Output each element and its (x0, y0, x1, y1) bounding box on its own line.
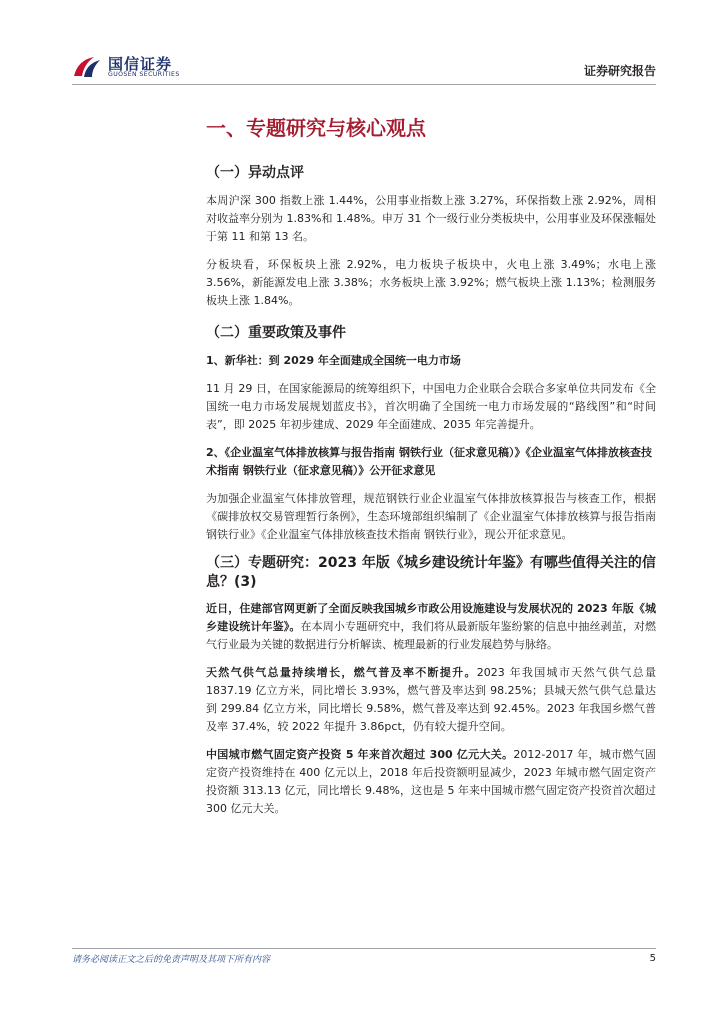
company-logo (72, 52, 202, 82)
paragraph: 分板块看，环保板块上涨 2.92%，电力板块子板块中，火电上涨 3.49%；水电上涨 3.56%，新能源发电上涨 3.38%；水务板块上涨 3.92%；燃气板块上涨 1.13%；检测服务板块上涨 1.84%。 (206, 258, 656, 307)
item-title: 2、《企业温室气体排放核算与报告指南 钢铁行业（征求意见稿）》《企业温室气体排放核查技术指南 钢铁行业（征求意见稿）》公开征求意见 (206, 446, 652, 477)
item-title: 1、新华社：到 2029 年全面建成全国统一电力市场 (206, 354, 461, 367)
paragraph-body: 2012-2017 年，城市燃气固定资产投资维持在 400 亿元以上，2018 年后投资额明显减少，2023 年城市燃气固定资产投资额 313.13 亿元，同比增长 9.48%，这也是 5 年来中国城市燃气固定资产投资首次超过 300 亿元大关。 (206, 748, 656, 815)
logo-chinese-name: 国信证券 (108, 55, 173, 73)
page-header (72, 52, 656, 82)
page-number: 5 (649, 953, 656, 964)
logo-english-name: GUOSEN SECURITIES (108, 71, 180, 78)
section-title: 一、专题研究与核心观点 (206, 116, 426, 140)
subsection-title-2: （二）重要政策及事件 (206, 325, 346, 341)
subsection-title-1: （一）异动点评 (206, 165, 304, 181)
paragraph: 本周沪深 300 指数上涨 1.44%，公用事业指数上涨 3.27%，环保指数上涨 2.92%，周相对收益率分别为 1.83%和 1.48%。申万 31 个一级行业分类板块中，公用事业及环保涨幅处于第 11 和第 13 名。 (206, 194, 656, 243)
paragraph-body: 在本周小专题研究中，我们将从最新版年鉴纷繁的信息中抽丝剥茧，对燃气行业最为关键的数据进行分析解读、梳理最新的行业发展趋势与脉络。 (206, 620, 657, 651)
guosen-logo-icon (72, 54, 102, 80)
paragraph-lead: 中国城市燃气固定资产投资 5 年来首次超过 300 亿元大关。 (206, 748, 514, 761)
paragraph-body: 2023 年我国城市天然气供气总量 1837.19 亿立方米，同比增长 3.93%，燃气普及率达到 98.25%；县城天然气供气总量达到 299.84 亿立方米，同比增长 9.58%，燃气普及率达到 92.45%。2023 年我国乡燃气普及率 37.4%，较 2022 年提升 3.86pct，仍有较大提升空间。 (206, 666, 656, 733)
paragraph: 为加强企业温室气体排放管理，规范钢铁行业企业温室气体排放核算报告与核查工作，根据《碳排放权交易管理暂行条例》，生态环境部组织编制了《企业温室气体排放核算与报告指南 钢铁行业》《企业温室气体排放核查技术指南 钢铁行业》，现公开征求意见。 (206, 492, 656, 541)
subsection-title-3: （三）专题研究：2023 年版《城乡建设统计年鉴》有哪些值得关注的信息？(3) (206, 555, 656, 590)
paragraph (206, 664, 656, 736)
paragraph (206, 600, 656, 654)
paragraph (206, 746, 656, 818)
main-content (206, 108, 656, 828)
paragraph-lead: 近日，住建部官网更新了全面反映我国城乡市政公用设施建设与发展状况的 2023 年版《城乡建设统计年鉴》。 (206, 602, 656, 633)
report-type-label: 证券研究报告 (583, 64, 656, 78)
paragraph: 11 月 29 日，在国家能源局的统筹组织下，中国电力企业联合会联合多家单位共同发布《全国统一电力市场发展规划蓝皮书》，首次明确了全国统一电力市场发展的“路线图”和“时间表”，即 2025 年初步建成、2029 年全面建成、2035 年完善提升。 (206, 382, 656, 431)
footer-divider (72, 948, 656, 949)
disclaimer-note: 请务必阅读正文之后的免责声明及其项下所有内容 (72, 955, 271, 965)
header-divider (72, 84, 656, 85)
paragraph-lead: 天然气供气总量持续增长，燃气普及率不断提升。 (206, 666, 477, 679)
